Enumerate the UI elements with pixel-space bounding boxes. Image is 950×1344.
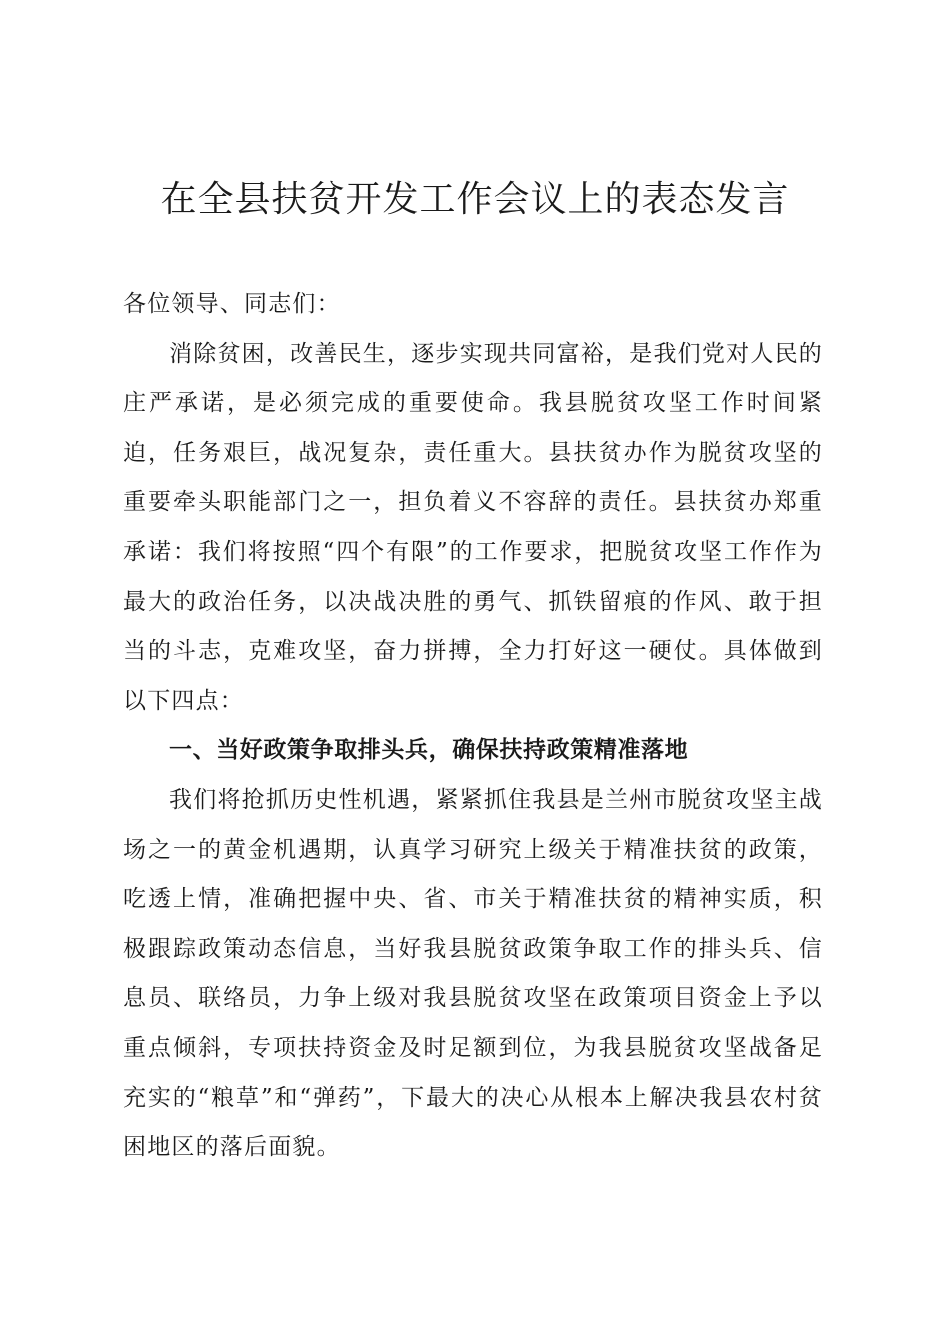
- document-title: 在全县扶贫开发工作会议上的表态发言: [160, 179, 790, 220]
- document-body: [123, 280, 823, 1173]
- intro-paragraph: 消除贫困，改善民生，逐步实现共同富裕，是我们党对人民的庄严承诺，是必须完成的重要使命。我县脱贫攻坚工作时间紧迫，任务艰巨，战况复杂，责任重大。县扶贫办作为脱贫攻坚的重要牵头职能部门之一，担负着义不容辞的责任。县扶贫办郑重承诺：我们将按照“四个有限”的工作要求，把脱贫攻坚工作作为最大的政治任务，以决战决胜的勇气、抓铁留痕的作风、敢于担当的斗志，克难攻坚，奋力拼搏，全力打好这一硬仗。具体做到以下四点：: [123, 340, 823, 714]
- section-paragraph: 我们将抢抓历史性机遇，紧紧抓住我县是兰州市脱贫攻坚主战场之一的黄金机遇期，认真学习研究上级关于精准扶贫的政策，吃透上情，准确把握中央、省、市关于精准扶贫的精神实质，积极跟踪政策动态信息，当好我县脱贫政策争取工作的排头兵、信息员、联络员，力争上级对我县脱贫攻坚在政策项目资金上予以重点倾斜，专项扶持资金及时足额到位，为我县脱贫攻坚战备足充实的“粮草”和“弹药”，下最大的决心从根本上解决我县农村贫困地区的落后面貌。: [123, 786, 823, 1161]
- salutation: 各位领导、同志们：: [123, 291, 341, 317]
- section-heading: 一、当好政策争取排头兵，确保扶持政策精准落地: [169, 737, 689, 764]
